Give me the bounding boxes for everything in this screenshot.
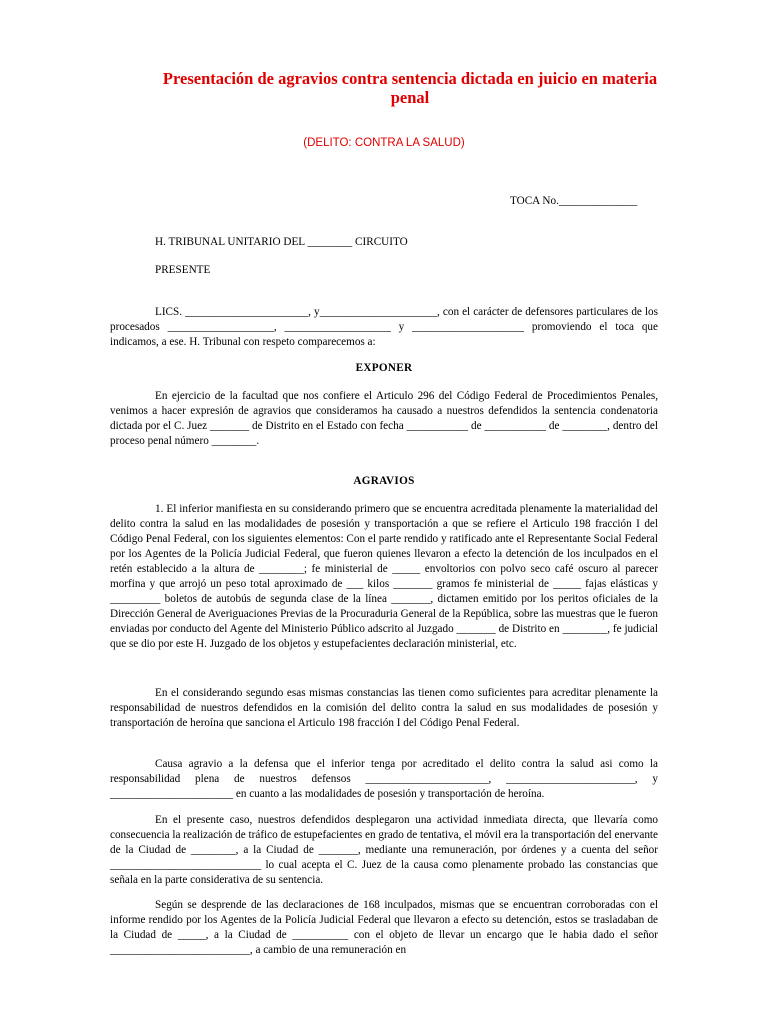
toca-number-line: TOCA No.______________ — [510, 195, 638, 207]
agravio-paragraph-3: Causa agravio a la defensa que el inferior tenga por acreditado el delito contra la salud asi como la responsabilidad plena de nuestros defensos ______________________, _______________________, y ______________________ en cuanto a las modalidades de posesión y transportación de heroína. — [110, 758, 658, 800]
lics-paragraph: LICS. ______________________, y_____________________, con el carácter de defensores particulares de los procesados ___________________, ___________________ y ____________________ promoviendo el toca que indicamos, a ese. H. Tribunal con respeto comparecemos a: — [110, 306, 658, 348]
agravio-paragraph-2: En el considerando segundo esas mismas constancias las tienen como suficientes para acreditar plenamente la responsabilidad de nuestros defendidos en la comisión del delito contra la salud en sus modalidades de posesión y transportación de heroína que sanciona el Articulo 198 fracción I del Código Penal Federal. — [110, 687, 658, 729]
agravio-paragraph-5: Según se desprende de las declaraciones de 168 inculpados, mismas que se encuentran corroboradas con el informe rendido por los Agentes de la Policía Judicial Federal que llevaron a efecto su detención, estos se trasladaban de la Ciudad de _____, a la Ciudad de __________ con el objeto de llevar un encargo que le habia dado el señor _________________________, a cambio de una remuneración en — [110, 899, 658, 956]
document-title: Presentación de agravios contra sentencia dictada en juicio en materia penal — [162, 69, 658, 107]
tribunal-line: H. TRIBUNAL UNITARIO DEL ________ CIRCUITO — [155, 236, 408, 248]
exponer-paragraph: En ejercicio de la facultad que nos confiere el Articulo 296 del Código Federal de Procedimientos Penales, venimos a hacer expresión de agravios que consideramos ha causado a nuestros defendidos la sentencia condenatoria dictada por el C. Juez _______ de Distrito en el Estado con fecha ___________ de ___________ de ________, dentro del proceso penal número ________. — [110, 390, 658, 447]
heading-exponer: EXPONER — [355, 362, 413, 374]
document-subtitle: (DELITO: CONTRA LA SALUD) — [303, 137, 465, 149]
agravio-paragraph-1: 1. El inferior manifiesta en su considerando primero que se encuentra acreditada plenamente la materialidad del delito contra la salud en las modalidades de posesión y transportación a que se refiere el Articulo 198 fracción I del Código Penal Federal, con los siguientes elementos: Con el parte rendido y ratificado ante el Representante Social Federal por los Agentes de la Policía Judicial Federal, que fueron quienes llevaron a efecto la detención de los inculpados en el retén establecido a la altura de ________; fe ministerial de _____ envoltorios con polvo seco café oscuro al parecer morfina y que arrojó un peso total aproximado de ___ kilos _______ gramos fe ministerial de _____ fajas elásticas y _________ boletos de autobús de segunda clase de la línea _______, dictamen emitido por los peritos oficiales de la Dirección General de Averiguaciones Previas de la Procuraduria General de la República, sobre las muestras que le fueron enviadas por conducto del Agente del Ministerio Público adscrito al Juzgado _______ de Distrito en ________, fe judicial que se dio por este H. Juzgado de los objetos y estupefacientes declaración ministerial, etc. — [110, 503, 658, 650]
heading-agravios: AGRAVIOS — [353, 475, 415, 487]
presente-line: PRESENTE — [155, 264, 211, 276]
agravio-paragraph-4: En el presente caso, nuestros defendidos desplegaron una actividad inmediata directa, que llevaría como consecuencia la realización de tráfico de estupefacientes en grado de tentativa, el móvil era la transportación del enervante de la Ciudad de ________, a la Ciudad de _______, mediante una remuneración, por órdenes y a cuenta del señor ___________________________ lo cual acepta el C. Juez de la causa como plenamente probado las constancias que señala en la parte considerativa de su sentencia. — [110, 814, 658, 886]
